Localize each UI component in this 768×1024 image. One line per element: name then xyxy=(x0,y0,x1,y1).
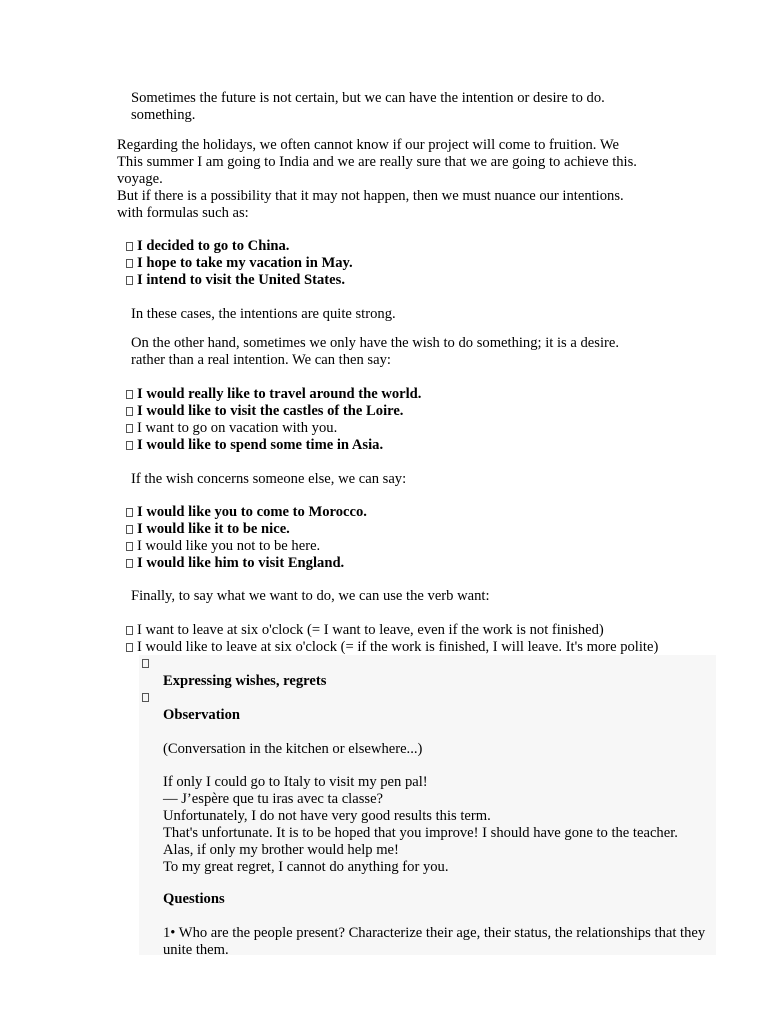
wish-note: If the wish concerns someone else, we can say: xyxy=(131,471,407,487)
desire-list xyxy=(126,386,421,454)
dialogue-line: To my great regret, I cannot do anything for you. xyxy=(163,859,449,875)
dialogue-line: If only I could go to Italy to visit my pen pal! xyxy=(163,774,428,790)
bullet-box-icon xyxy=(126,643,133,652)
dialogue-line: Unfortunately, I do not have very good results this term. xyxy=(163,808,491,824)
want-list xyxy=(126,622,658,656)
bullet-box-icon xyxy=(126,525,133,534)
panel-heading-wishes: Expressing wishes, regrets xyxy=(163,673,327,689)
text-line: Regarding the holidays, we often cannot know if our project will come to fruition. We xyxy=(117,137,619,153)
bullet-box-icon xyxy=(126,259,133,268)
dialogue-line: That's unfortunate. It is to be hoped that you improve! I should have gone to the teacher. xyxy=(163,825,678,841)
list-item: I would like to visit the castles of the Loire. xyxy=(126,403,421,420)
list-item: I want to go on vacation with you. xyxy=(126,420,421,437)
strong-intentions-note: In these cases, the intentions are quite strong. xyxy=(131,306,396,322)
text-line: with formulas such as: xyxy=(117,205,249,221)
dialogue-line: Alas, if only my brother would help me! xyxy=(163,842,399,858)
text-line: something. xyxy=(131,107,196,123)
list-item: I would like him to visit England. xyxy=(126,555,367,572)
bullet-box-icon xyxy=(126,276,133,285)
bullet-box-icon xyxy=(142,659,149,668)
panel-heading-observation: Observation xyxy=(163,707,241,723)
bullet-box-icon xyxy=(126,242,133,251)
bullet-box-icon xyxy=(126,424,133,433)
list-item: I hope to take my vacation in May. xyxy=(126,255,353,272)
list-item: I would like it to be nice. xyxy=(126,521,367,538)
text-line: This summer I am going to India and we are really sure that we are going to achieve this. xyxy=(117,154,637,170)
bullet-box-icon xyxy=(126,508,133,517)
bullet-box-icon xyxy=(126,407,133,416)
list-item: I would like to leave at six o'clock (= if the work is finished, I will leave. It's more polite) xyxy=(126,639,658,656)
list-item: I would like to spend some time in Asia. xyxy=(126,437,421,454)
desire-paragraph xyxy=(131,335,619,369)
list-item: I would like you not to be here. xyxy=(126,538,367,555)
bullet-box-icon xyxy=(142,693,149,702)
text-line: Sometimes the future is not certain, but we can have the intention or desire to do. xyxy=(131,90,605,106)
dialogue-line: — J’espère que tu iras avec ta classe? xyxy=(163,791,384,807)
list-item: I would really like to travel around the world. xyxy=(126,386,421,403)
text-line: voyage. xyxy=(117,171,163,187)
list-item: I intend to visit the United States. xyxy=(126,272,353,289)
holidays-paragraph xyxy=(117,137,637,222)
want-note: Finally, to say what we want to do, we can use the verb want: xyxy=(131,588,490,604)
bullet-box-icon xyxy=(126,441,133,450)
bullet-box-icon xyxy=(126,559,133,568)
someone-else-list xyxy=(126,504,367,572)
text-line: On the other hand, sometimes we only have the wish to do something; it is a desire. xyxy=(131,335,619,351)
text-line: But if there is a possibility that it may not happen, then we must nuance our intentions. xyxy=(117,188,624,204)
question-1: 1• Who are the people present? Characterize their age, their status, the relationships that they unite them. xyxy=(163,925,706,958)
text-line: rather than a real intention. We can then say: xyxy=(131,352,391,368)
list-item: I want to leave at six o'clock (= I want to leave, even if the work is not finished) xyxy=(126,622,658,639)
panel-heading-questions: Questions xyxy=(163,891,225,907)
list-item: I decided to go to China. xyxy=(126,238,353,255)
bullet-box-icon xyxy=(126,542,133,551)
list-item: I would like you to come to Morocco. xyxy=(126,504,367,521)
intro-paragraph xyxy=(131,90,605,124)
panel-context: (Conversation in the kitchen or elsewhere...) xyxy=(163,741,423,757)
bullet-box-icon xyxy=(126,626,133,635)
bullet-box-icon xyxy=(126,390,133,399)
panel-dialogue xyxy=(163,774,678,876)
intention-list xyxy=(126,238,353,289)
